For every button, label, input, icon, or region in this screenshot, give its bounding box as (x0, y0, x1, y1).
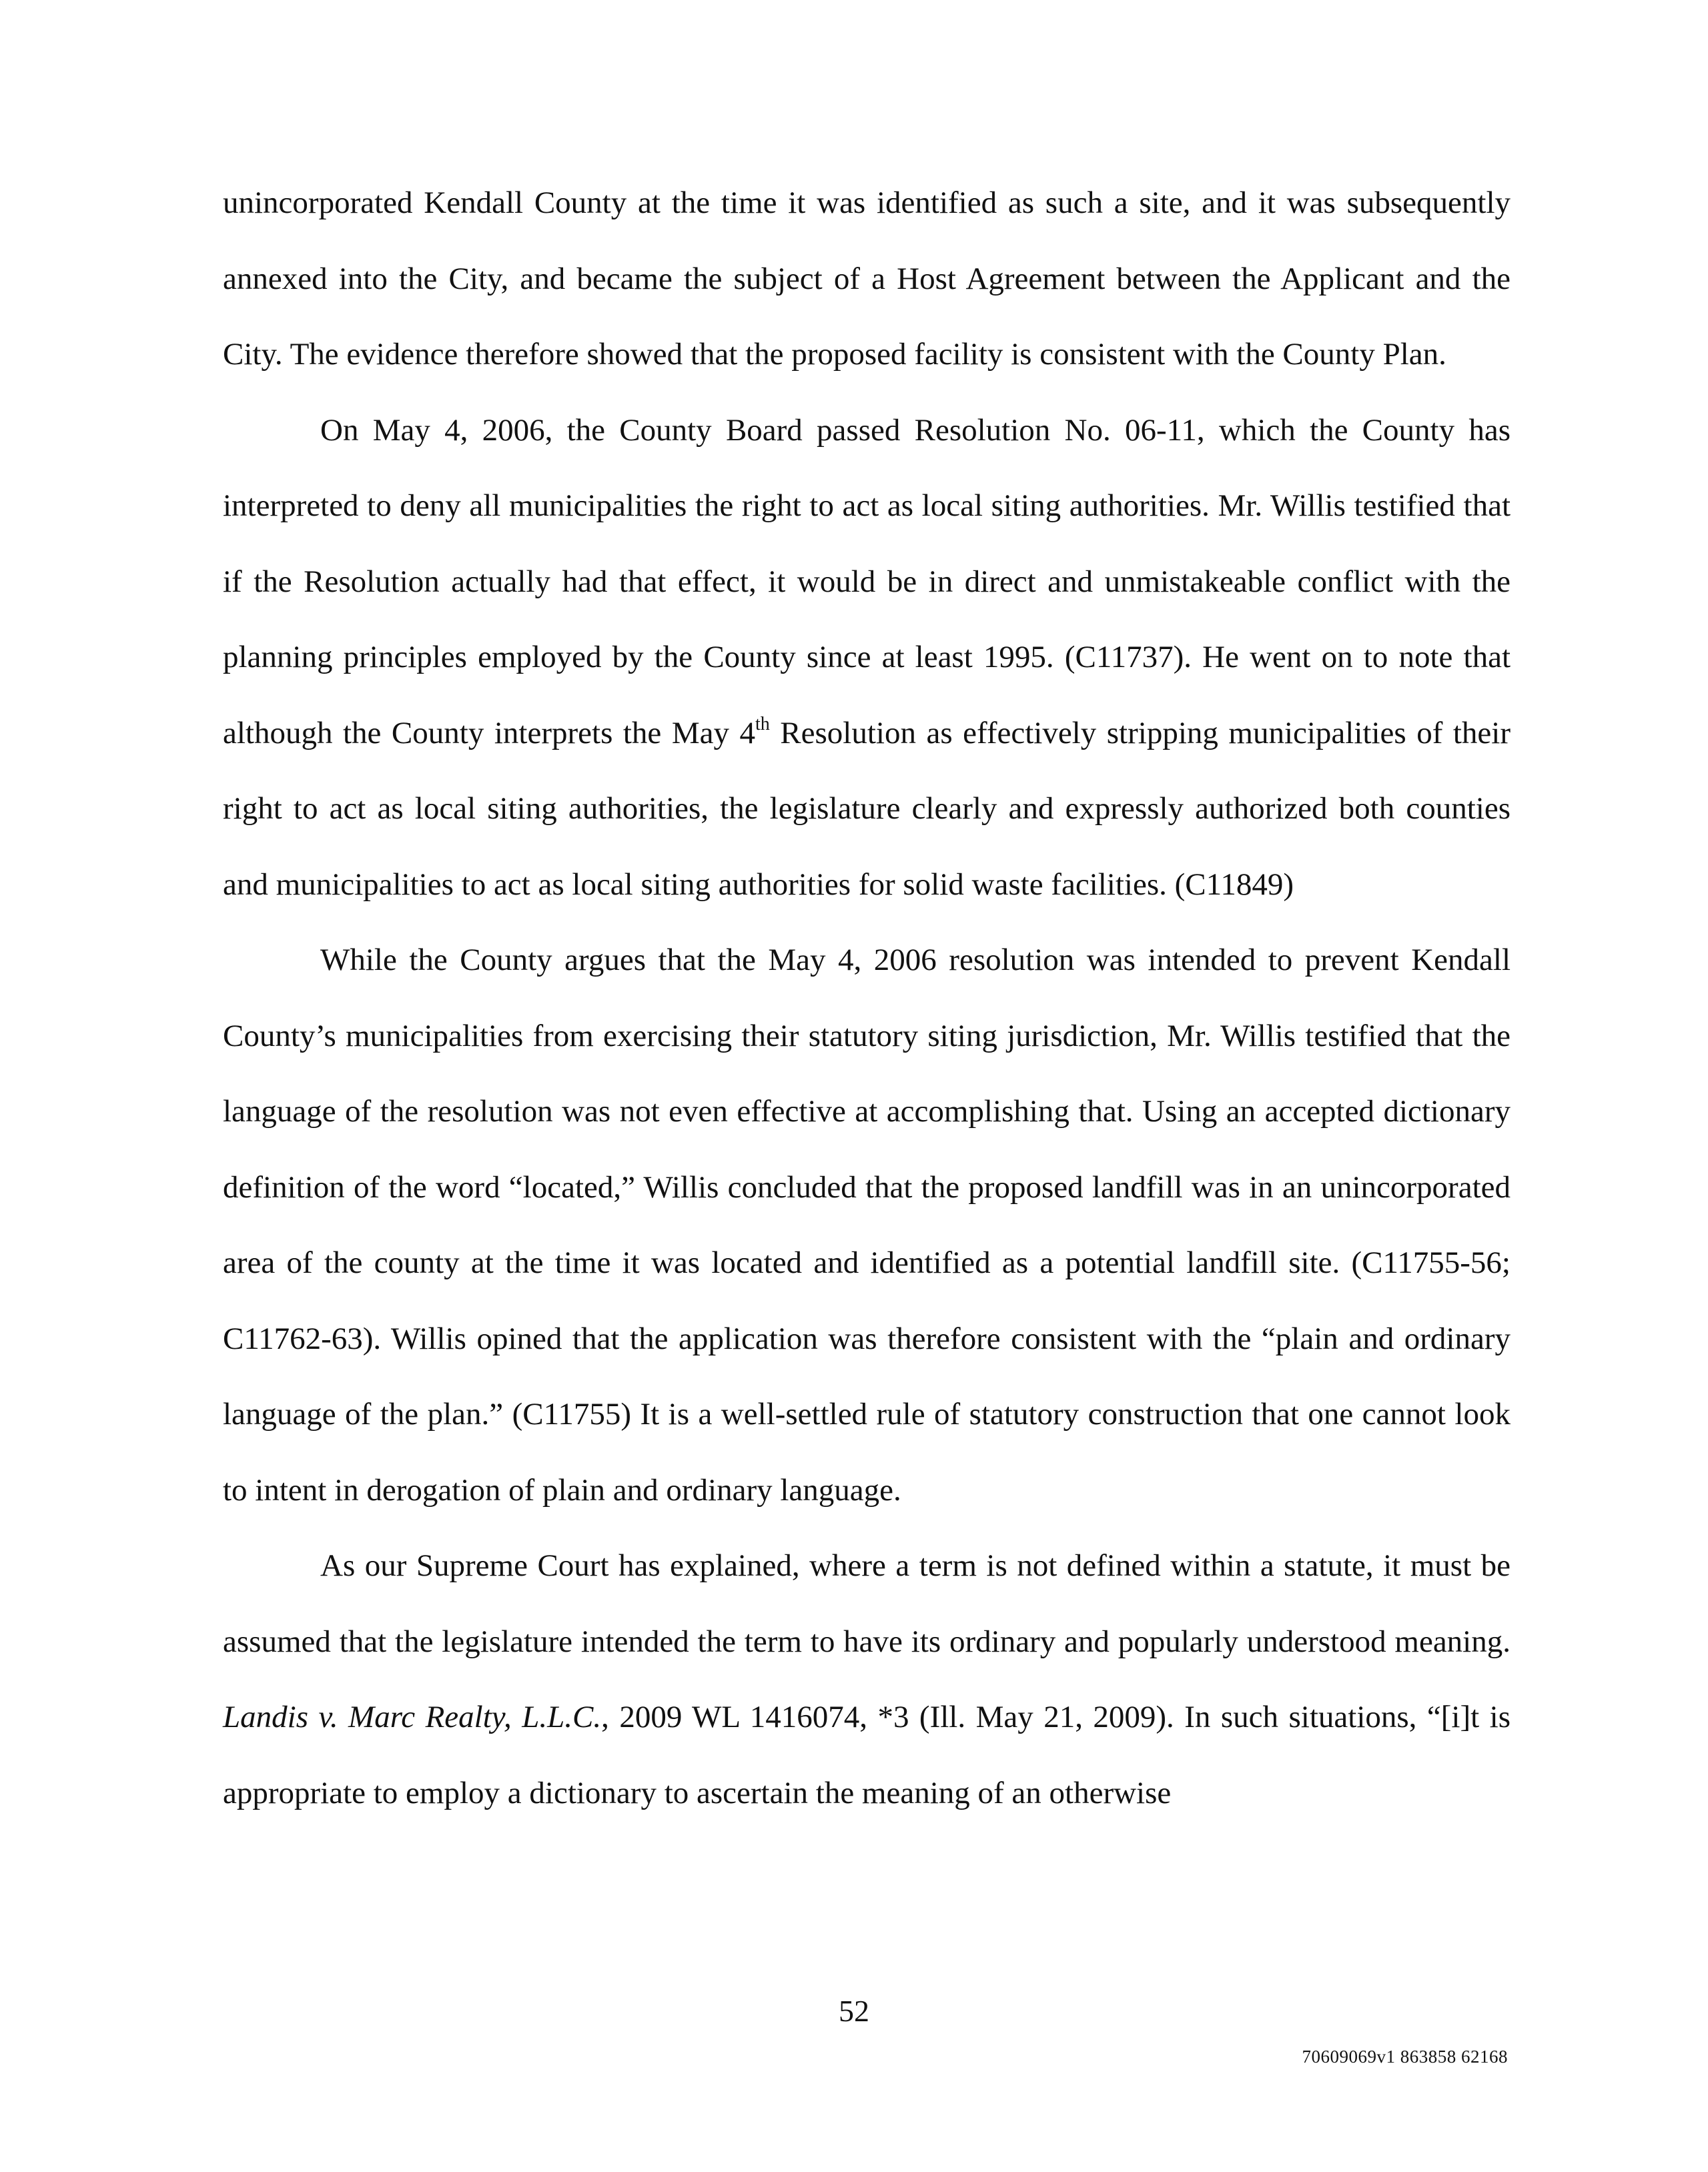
paragraph-text: , 2009 WL 1416074, *3 (Ill. May 21, 2009). In such situations, “[i]t is appropriate to employ a dictionary to ascertain the meaning of an otherwise (223, 1700, 1511, 1810)
body-text (223, 165, 1511, 1831)
case-citation: Landis v. Marc Realty, L.L.C. (223, 1700, 602, 1734)
paragraph-text: unincorporated Kendall County at the time it was identified as such a site, and it was subsequently annexed into the City, and became the subject of a Host Agreement between the Applicant and the City. The evidence therefore showed that the proposed facility is consistent with the County Plan. (223, 185, 1511, 372)
paragraph-text: Resolution as effectively stripping municipalities of their right to act as local siting authorities, the legislature clearly and expressly authorized both counties and municipalities to act as local siting authorities for solid waste facilities. (C11849) (223, 715, 1511, 902)
paragraph (223, 165, 1511, 393)
document-id: 70609069v1 863858 62168 (1302, 2047, 1508, 2067)
paragraph-text: On May 4, 2006, the County Board passed Resolution No. 06-11, which the County has interpreted to deny all municipalities the right to act as local siting authorities. Mr. Willis testified that if the Resolution actually had that effect, it would be in direct and unmistakeable conflict with the planning principles employed by the County since at least 1995. (C11737). He went on to note that although the County interprets the May 4 (223, 412, 1511, 750)
paragraph-text: As our Supreme Court has explained, where a term is not defined within a statute, it must be assumed that the legislature intended the term to have its ordinary and popularly understood meaning. (223, 1548, 1511, 1659)
page-number: 52 (839, 1994, 869, 2028)
paragraph (223, 1528, 1511, 1831)
paragraph-text: While the County argues that the May 4, 2006 resolution was intended to prevent Kendall County’s municipalities from exercising their statutory siting jurisdiction, Mr. Willis testified that the language of the resolution was not even effective at accomplishing that. Using an accepted dictionary definition of the word “located,” Willis concluded that the proposed landfill was in an unincorporated area of the county at the time it was located and identified as a potential landfill site. (C11755-56; C11762-63). Willis opined that the application was therefore consistent with the “plain and ordinary language of the plan.” (C11755) It is a well-settled rule of statutory construction that one cannot look to intent in derogation of plain and ordinary language. (223, 943, 1511, 1508)
paragraph (223, 923, 1511, 1528)
superscript-ordinal: th (755, 713, 770, 734)
paragraph (223, 393, 1511, 923)
